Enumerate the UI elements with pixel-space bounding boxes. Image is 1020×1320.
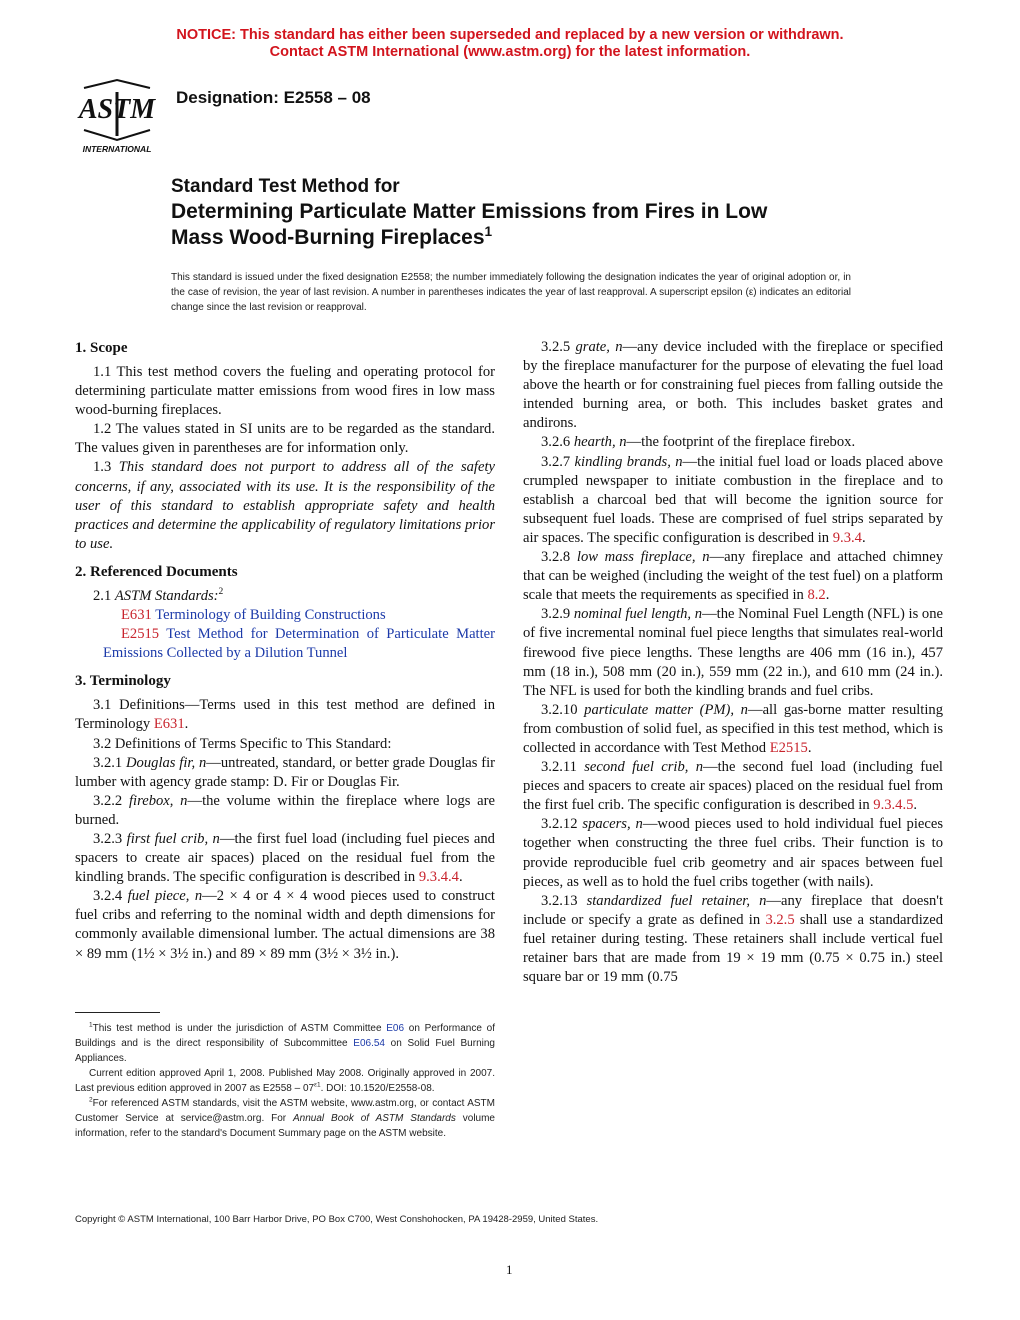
def-low-mass-fireplace: 3.2.8 low mass fireplace, n—any fireplace and attached chimney that can be weighed (including the weight of the test fuel) on a platform scale that meets the requirements as specified in 8.2.	[523, 549, 943, 604]
para-2-1: 2.1 ASTM Standards:$^2$	[93, 587, 224, 604]
notice-line-1: NOTICE: This standard has either been superseded and replaced by a new version or withdrawn.	[176, 27, 844, 43]
link-9-3-4[interactable]: 9.3.4	[832, 529, 862, 546]
ref-code-e631[interactable]: E631	[121, 607, 152, 624]
para-1-1: 1.1 This test method covers the fueling and operating protocol for determining particulate matter emissions from wood fires in low mass wood-burning fireplaces.	[75, 364, 495, 419]
document-title	[171, 175, 891, 251]
ref-title-e631[interactable]: Terminology of Building Constructions	[155, 607, 386, 624]
link-9-3-4-5[interactable]: 9.3.4.5	[873, 797, 914, 814]
link-e06[interactable]: E06	[386, 1023, 405, 1034]
link-9-3-4-4[interactable]: 9.3.4.4	[418, 869, 459, 886]
link-e631[interactable]: E631	[153, 716, 185, 733]
section-heading-terminology: 3. Terminology	[75, 673, 171, 690]
para-1-2: 1.2 The values stated in SI units are to be regarded as the standard. The values given in parentheses are for information only.	[75, 421, 495, 457]
page-number: 1	[506, 1262, 513, 1277]
para-1-3: 1.3 This standard does not purport to address all of the safety concerns, if any, associated with its use. It is the responsibility of the user of this standard to establish appropriate safety and health practices and determine the applicability of regulatory limitations prior to use.	[75, 459, 495, 552]
designation: Designation: E2558 – 08	[176, 88, 371, 107]
link-8-2[interactable]: 8.2	[807, 587, 826, 604]
svg-text:ASTM: ASTM	[78, 94, 156, 125]
ref-code-e2515[interactable]: E2515	[121, 626, 160, 643]
def-grate: 3.2.5 grate, n—any device included with the fireplace or specified by the fireplace manufacturer for the purpose of elevating the fuel load above the hearth or for constraining fuel pieces from falling outside the intended burning area, or both. This includes basket grates and andirons.	[523, 339, 944, 432]
left-column	[75, 338, 495, 964]
ref-e631[interactable]	[75, 606, 495, 625]
def-spacers: 3.2.12 spacers, n—wood pieces used to hold individual fuel pieces together when constructing the three fuel cribs. Their function is to provide reproducible fuel crib geometry and air spaces between fuel pieces, as well as to hold the fuel cribs together (with nails).	[523, 816, 943, 890]
ref-e2515[interactable]	[75, 625, 495, 663]
def-standardized-fuel-retainer: 3.2.13 standardized fuel retainer, n—any fireplace that doesn't include or specify a grate as defined in 3.2.5 shall use a standardized fuel retainer during testing. These retainers shall include vertical fuel retainer bars that are made from 19 × 19 mm (0.75 × 0.75 in.) steel square bar or 19 mm (0.75	[523, 892, 943, 986]
footnotes	[75, 1021, 495, 1141]
def-douglas-fir: 3.2.1 Douglas fir, n—untreated, standard, or better grade Douglas fir lumber with agency grade stamp: D. Fir or Douglas Fir.	[75, 754, 496, 790]
footnote-2: $^2$For referenced ASTM standards, visit the ASTM website, www.astm.org, or contact ASTM Customer Service at service@astm.org. For Annual Book of ASTM Standards volume information, refer to the standard's Document Summary page on the ASTM website.	[75, 1096, 495, 1139]
def-nominal-fuel-length: 3.2.9 nominal fuel length, n—the Nominal Fuel Length (NFL) is one of five incremental nominal fuel piece lengths that simulates real-world firewood five piece lengths. These lengths are 406 mm (16 in.), 457 mm (18 in.), 508 mm (20 in.), 559 mm (22 in.), and 610 mm (24 in.). The NFL is used for both the kindling brands and fuel cribs.	[523, 606, 944, 699]
def-firebox: 3.2.2 firebox, n—the volume within the fireplace where logs are burned.	[75, 792, 496, 828]
issuance-statement: This standard is issued under the fixed designation E2558; the number immediately following the designation indicates the year of original adoption or, in the case of revision, the year of last revision. A number in parentheses indicates the year of last reapproval. A superscript epsilon (ε) indicates an editorial change since the last revision or reapproval.	[171, 272, 851, 313]
title-line-2: Determining Particulate Matter Emissions from Fires in Low	[171, 200, 768, 223]
link-3-2-5[interactable]: 3.2.5	[765, 911, 795, 928]
section-heading-refdocs: 2. Referenced Documents	[75, 563, 238, 580]
right-column	[523, 338, 943, 987]
footnote-1: $^1$This test method is under the jurisdiction of ASTM Committee E06 on Performance of Buildings and is the direct responsibility of Subcommittee E06.54 on Solid Fuel Burning Appliances.	[75, 1021, 495, 1064]
supersession-notice	[0, 27, 1020, 61]
para-3-1: 3.1 Definitions—Terms used in this test method are defined in Terminology E631.	[75, 697, 495, 733]
para-3-2: 3.2 Definitions of Terms Specific to This Standard:	[93, 735, 392, 752]
def-kindling-brands: 3.2.7 kindling brands, n—the initial fuel load or loads placed above crumpled newspaper to initiate combustion in the fireplace and to establish a charcoal bed that will become the ignition source for subsequent fuel loads. These are comprised of fuel strips separated by air spaces. The specific configuration is described in 9.3.4.	[523, 453, 943, 546]
astm-logo	[70, 78, 164, 154]
title-footnote-mark[interactable]: 1	[484, 224, 493, 239]
section-heading-scope: 1. Scope	[75, 340, 128, 356]
def-fuel-piece: 3.2.4 fuel piece, n—2 × 4 or 4 × 4 wood pieces used to construct fuel cribs and referring to the nominal width and depth dimensions for commonly available dimensional lumber. The actual dimensions are 38 × 89 mm (1½ × 3½ in.) and 89 × 89 mm (3½ × 3½ in.).	[75, 888, 495, 962]
def-second-fuel-crib: 3.2.11 second fuel crib, n—the second fuel load (including fuel pieces and spacers to create air spaces) placed on the residual fuel from the first fuel crib. The specific configuration is described in 9.3.4.5.	[523, 759, 943, 814]
footnote-1-edition: Current edition approved April 1, 2008. Published May 2008. Originally approved in 2007. Last previous edition approved in 2007 as $E2558 - 07^{\varepsilon 1}$. DOI: 10.1520/E2558-08.	[75, 1068, 495, 1094]
title-line-1: Standard Test Method for	[171, 176, 400, 197]
svg-text:INTERNATIONAL: INTERNATIONAL	[82, 144, 152, 154]
copyright-line: Copyright © ASTM International, 100 Barr Harbor Drive, PO Box C700, West Conshohocken, PA 19428-2959, United States.	[75, 1214, 599, 1225]
title-line-3: Mass Wood-Burning Fireplaces	[171, 226, 485, 249]
def-particulate-matter: 3.2.10 particulate matter (PM), n—all gas-borne matter resulting from combustion of solid fuel, as specified in this test method, which is collected in accordance with Test Method E2515.	[523, 701, 944, 756]
link-e2515[interactable]: E2515	[769, 739, 808, 756]
footnote-rule	[75, 1012, 160, 1013]
link-e06-54[interactable]: E06.54	[353, 1038, 385, 1049]
ref-title-e2515[interactable]: Test Method for Determination of Particulate Matter Emissions Collected by a Dilution Tunnel	[103, 626, 495, 662]
notice-line-2: Contact ASTM International (www.astm.org) for the latest information.	[269, 44, 751, 60]
def-hearth: 3.2.6 hearth, n—the footprint of the fireplace firebox.	[541, 434, 856, 451]
def-first-fuel-crib: 3.2.3 first fuel crib, n—the first fuel load (including fuel pieces and spacers to create air spaces) placed on the residual fuel from the kindling brands. The specific configuration is described in 9.3.4.4.	[75, 830, 495, 886]
